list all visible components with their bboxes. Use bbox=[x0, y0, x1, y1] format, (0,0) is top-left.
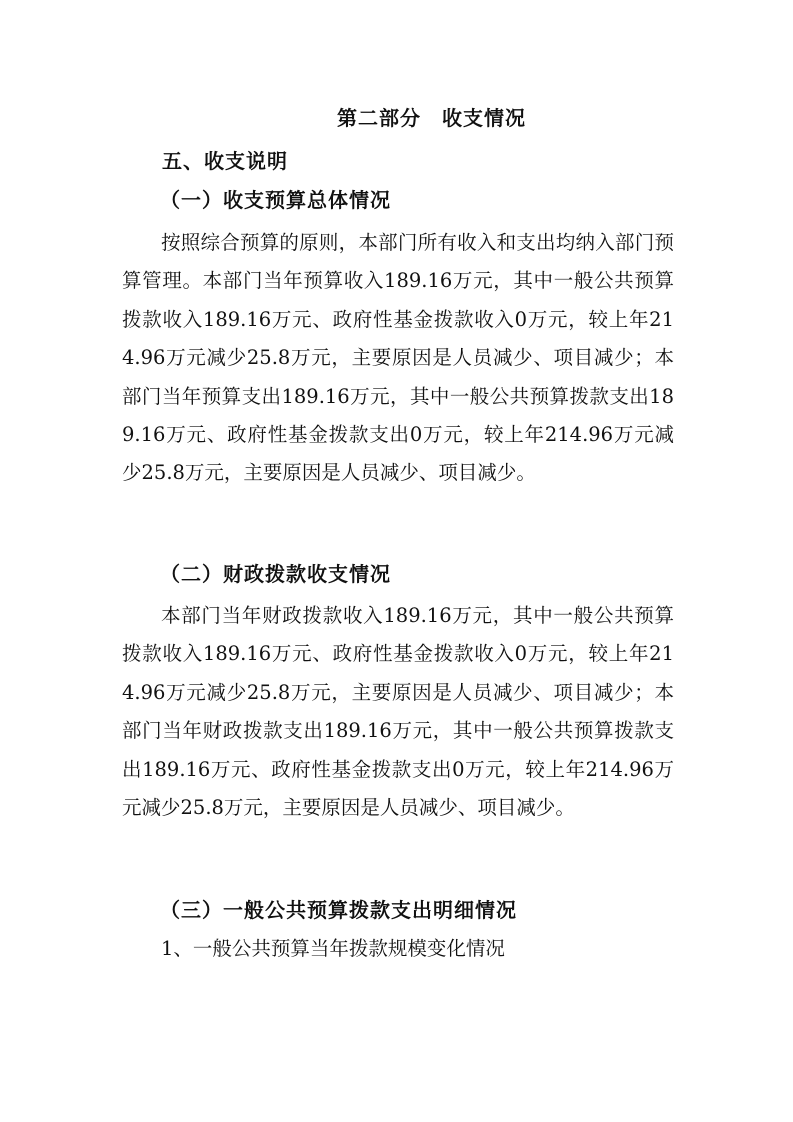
subsection-heading-2: （二）财政拨款收支情况 bbox=[160, 562, 391, 586]
section-heading: 五、收支说明 bbox=[162, 149, 288, 173]
subsection-heading-3: （三）一般公共预算拨款支出明细情况 bbox=[160, 898, 517, 922]
page-title: 第二部分 收支情况 bbox=[337, 106, 526, 130]
subsection-heading-1: （一）收支预算总体情况 bbox=[160, 188, 391, 212]
subsection-body-2: 本部门当年财政拨款收入189.16万元，其中一般公共预算拨款收入189.16万元、政府性基金拨款收入0万元，较上年214.96万元减少25.8万元，主要原因是人员减少、项目减少；本部门当年财政拨款支出189.16万元，其中一般公共预算拨款支出189.16万元、政府性基金拨款支出0万元，较上年214.96万元减少25.8万元，主要原因是人员减少、项目减少。 bbox=[122, 604, 674, 820]
subsection-body-1: 按照综合预算的原则，本部门所有收入和支出均纳入部门预算管理。本部门当年预算收入189.16万元，其中一般公共预算拨款收入189.16万元、政府性基金拨款收入0万元，较上年214.96万元减少25.8万元，主要原因是人员减少、项目减少；本部门当年预算支出189.16万元，其中一般公共预算拨款支出189.16万元、政府性基金拨款支出0万元，较上年214.96万元减少25.8万元，主要原因是人员减少、项目减少。 bbox=[122, 231, 674, 485]
list-item: 1、一般公共预算当年拨款规模变化情况 bbox=[161, 937, 505, 960]
